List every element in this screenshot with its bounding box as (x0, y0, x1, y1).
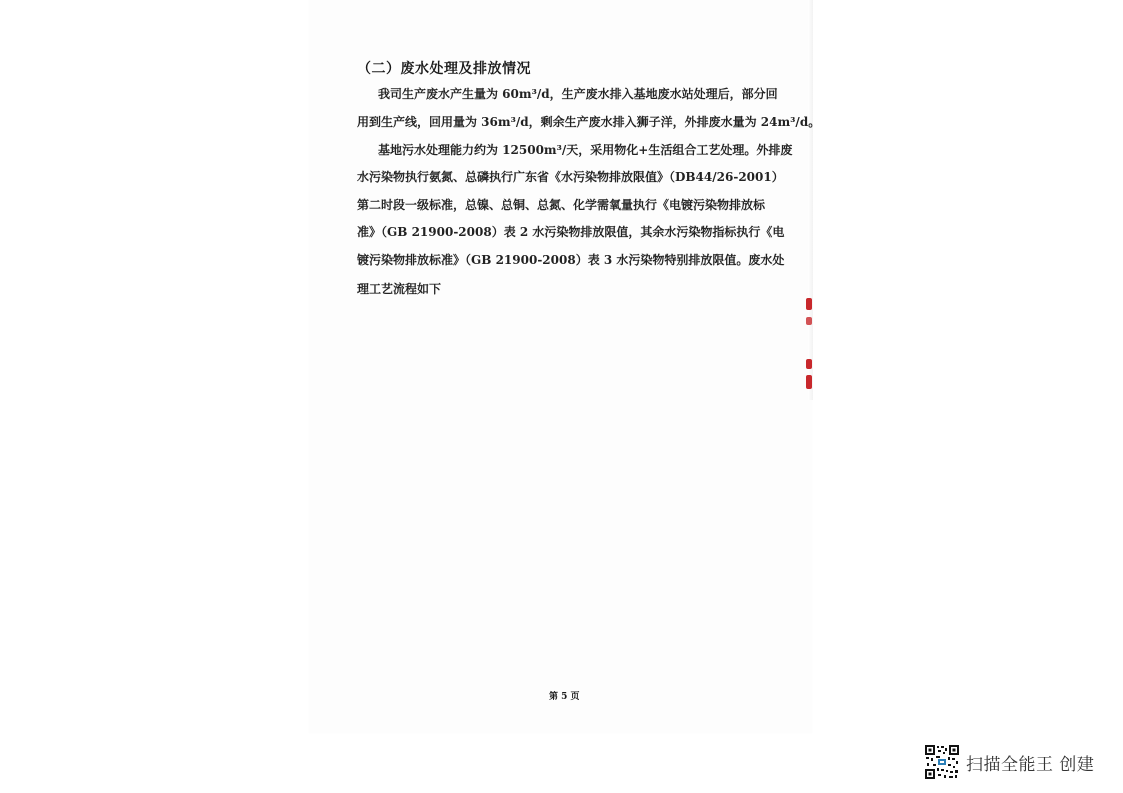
seal-fragment (806, 317, 812, 325)
page-number: 第 5 页 (549, 692, 580, 702)
body-line: 准》（GB 21900-2008）表 2 水污染物排放限值，其余水污染物指标执行《电 (357, 225, 785, 239)
watermark-label: 扫描全能王 创建 (966, 755, 1095, 775)
qr-code-icon (924, 744, 960, 780)
seal-fragment (806, 298, 812, 310)
document-page (309, 0, 812, 733)
seal-fragment (806, 375, 812, 389)
body-line: 第二时段一级标准，总镍、总铜、总氮、化学需氧量执行《电镀污染物排放标 (357, 198, 766, 212)
body-line: 理工艺流程如下 (357, 282, 442, 296)
section-title: （二）废水处理及排放情况 (357, 61, 531, 77)
body-line: 镀污染物排放标准》（GB 21900-2008）表 3 水污染物特别排放限值。废水处 (357, 253, 785, 267)
seal-fragment (806, 359, 812, 369)
body-line: 用到生产线，回用量为 36m³/d，剩余生产废水排入狮子洋，外排废水量为 24m³/d。 (357, 115, 821, 129)
body-line: 基地污水处理能力约为 12500m³/天，采用物化+生活组合工艺处理。外排废 (378, 143, 793, 157)
body-line: 我司生产废水产生量为 60m³/d，生产废水排入基地废水站处理后，部分回 (378, 87, 778, 101)
body-line: 水污染物执行氨氮、总磷执行广东省《水污染物排放限值》（DB44/26-2001） (357, 170, 784, 184)
page-edge (808, 0, 813, 400)
